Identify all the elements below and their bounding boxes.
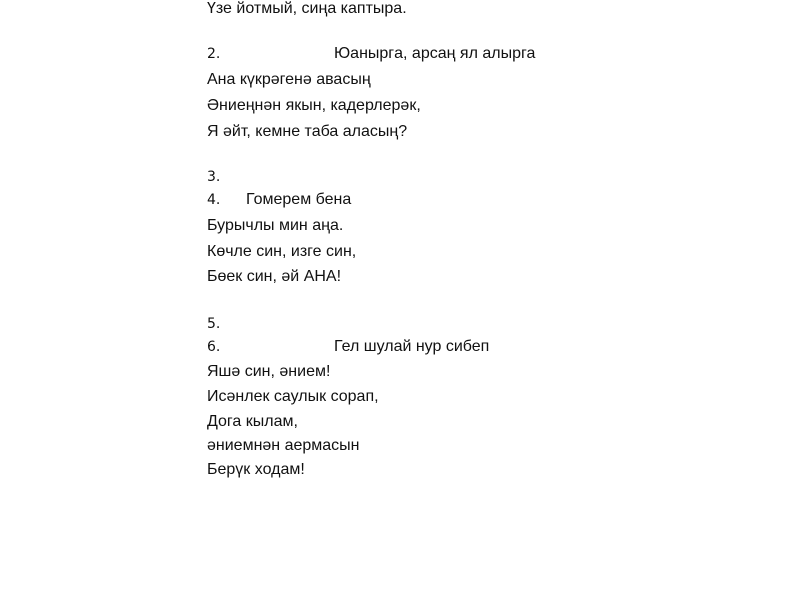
poem-line: Әниеңнән якын, кадерлерәк,	[207, 97, 421, 114]
poem-line: Үзе йотмый, сиңа каптыра.	[207, 0, 407, 17]
poem-numbered-line	[207, 336, 489, 358]
poem-numbered-line	[207, 43, 535, 65]
stanza-number: 3.	[207, 169, 221, 185]
poem-line: Я әйт, кемне таба аласың?	[207, 123, 408, 140]
poem-line: Көчле син, изге син,	[207, 243, 357, 260]
poem-line-text: Гел шулай нур сибеп	[334, 338, 490, 355]
poem-line: Дога кылам,	[207, 413, 298, 430]
stanza-number: 5.	[207, 316, 221, 332]
poem-numbered-line	[207, 166, 220, 188]
stanza-number: 4.	[207, 192, 221, 208]
poem-line: Бурычлы мин аңа.	[207, 217, 344, 234]
poem-line: Яшә син, әнием!	[207, 363, 331, 380]
poem-numbered-line	[207, 189, 351, 211]
poem-line: Бөек син, әй АНА!	[207, 268, 342, 285]
poem-numbered-line	[207, 313, 220, 335]
poem-line: Ана күкрәгенә авасың	[207, 71, 371, 88]
poem-line: Берүк ходам!	[207, 461, 305, 478]
stanza-number: 6.	[207, 339, 221, 355]
poem-line-text: Юаныргa, арсаң ял алырга	[334, 45, 536, 62]
poem-line-text: Гомерем бена	[246, 191, 352, 208]
poem-line: Исәнлек саулык сорап,	[207, 388, 379, 405]
poem-line: әниемнән аермасын	[207, 437, 360, 454]
stanza-number: 2.	[207, 46, 221, 62]
